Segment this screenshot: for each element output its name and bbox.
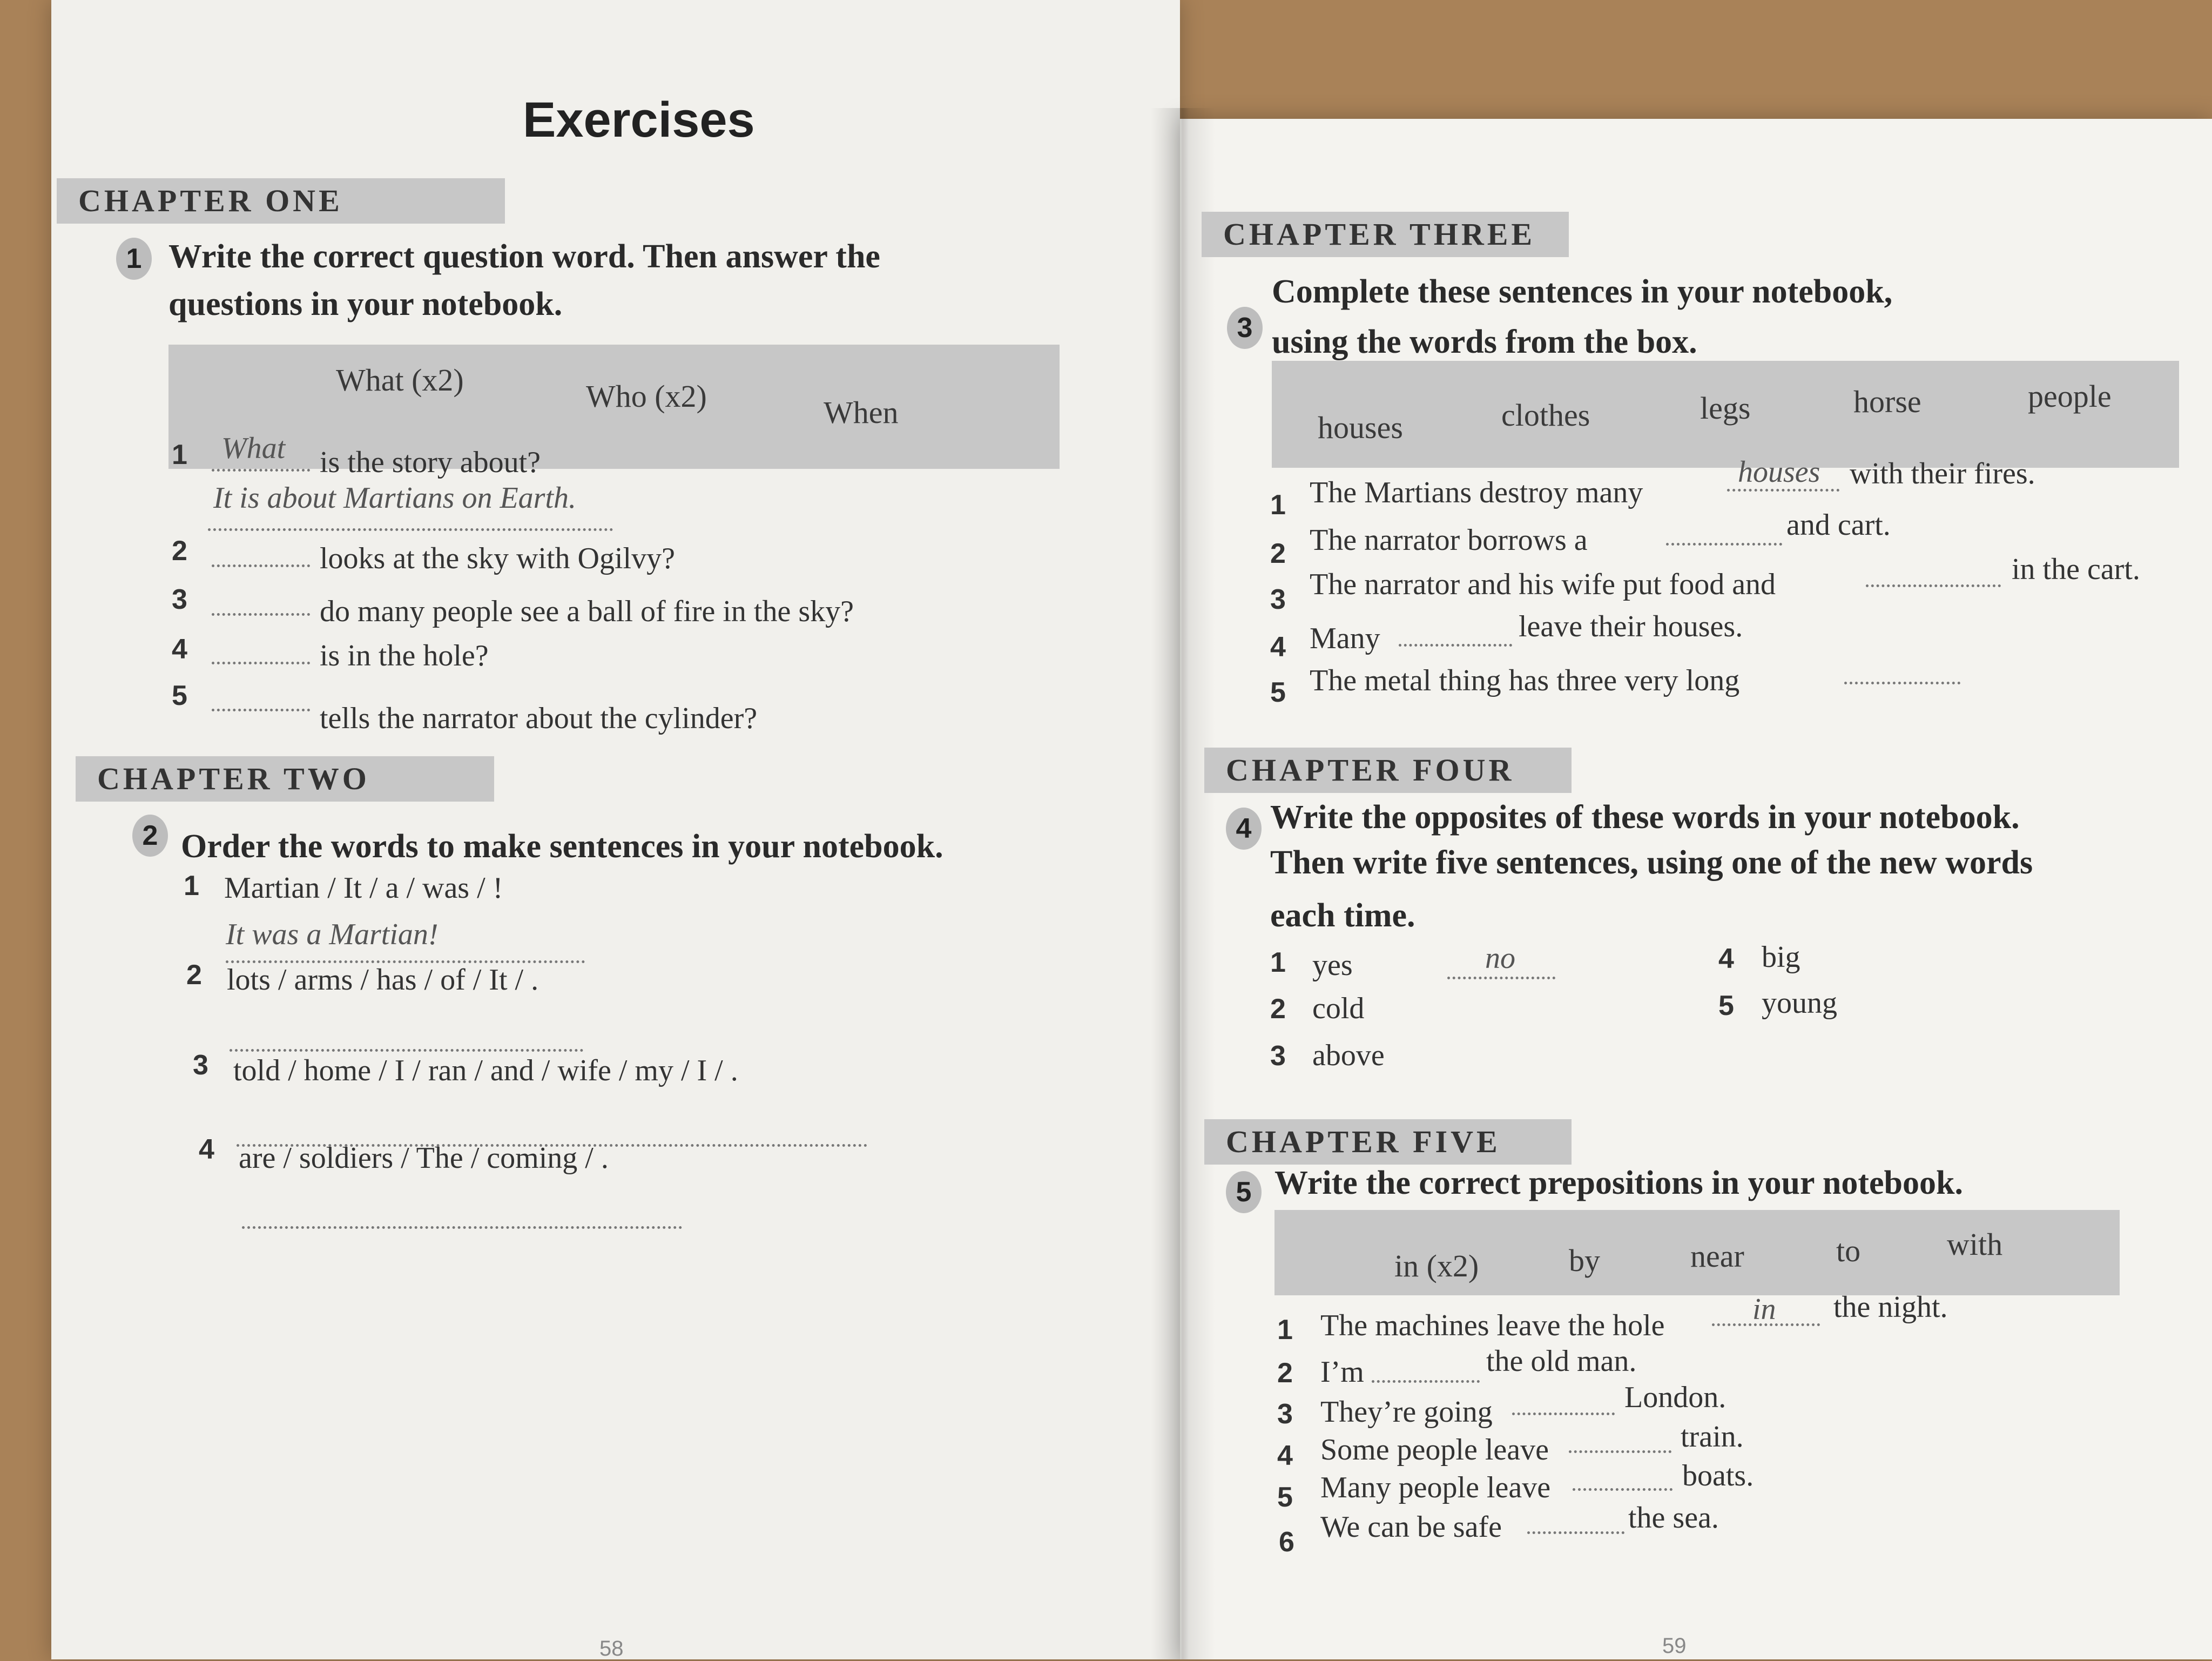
answer-line — [1512, 1413, 1615, 1415]
item-text: The machines leave the hole — [1320, 1309, 1665, 1342]
item-text: boats. — [1682, 1459, 1754, 1492]
answer-line — [1727, 489, 1839, 492]
item-number: 5 — [1270, 677, 1286, 708]
item-text: is the story about? — [320, 446, 541, 479]
item-text: We can be safe — [1320, 1510, 1502, 1544]
box-word: to — [1836, 1233, 1861, 1268]
exercise-number-3: 3 — [1227, 307, 1263, 349]
exercise-3-instruction-line1: Complete these sentences in your notebook, — [1272, 273, 1893, 310]
item-word: above — [1312, 1039, 1385, 1072]
answer-line — [1666, 543, 1782, 546]
exercise-4-instruction-line2: Then write five sentences, using one of the new words — [1270, 844, 2033, 881]
answer-line — [212, 613, 310, 616]
chapter-one-heading: CHAPTER ONE — [57, 178, 505, 224]
item-text: I’m — [1320, 1355, 1364, 1389]
exercise-2-instruction: Order the words to make sentences in your notebook. — [181, 828, 943, 865]
item-number: 1 — [1270, 947, 1286, 978]
box-word: What (x2) — [336, 362, 464, 398]
item-text: with their fires. — [1850, 457, 2035, 490]
exercise-3-instruction-line2: using the words from the box. — [1272, 324, 1697, 360]
item-text: train. — [1681, 1420, 1744, 1454]
exercise-4-instruction-line1: Write the opposites of these words in your notebook. — [1270, 799, 2020, 836]
item-text: looks at the sky with Ogilvy? — [320, 542, 675, 575]
item-text: is in the hole? — [320, 639, 489, 673]
page-number-right: 59 — [1662, 1634, 1687, 1658]
box-word: people — [2028, 379, 2112, 414]
box-word: When — [824, 395, 899, 430]
answer-line — [1527, 1531, 1624, 1534]
exercise-number-1: 1 — [116, 238, 152, 280]
answer-line — [212, 662, 310, 664]
item-number: 4 — [1277, 1440, 1293, 1471]
answer-line — [1569, 1450, 1671, 1453]
box-word: by — [1569, 1243, 1600, 1278]
item-text: Many — [1310, 622, 1380, 655]
item-text: told / home / I / ran / and / wife / my / I / . — [233, 1054, 738, 1087]
item-text: The metal thing has three very long — [1310, 664, 1740, 697]
box-word: clothes — [1501, 398, 1590, 433]
exercise-number-2: 2 — [132, 815, 168, 857]
book-gutter — [1150, 108, 1215, 1659]
item-number: 3 — [172, 584, 187, 615]
sample-answer: It is about Martians on Earth. — [213, 481, 577, 515]
exercise-4-instruction-line3: each time. — [1270, 897, 1415, 934]
item-number: 5 — [1718, 990, 1734, 1021]
item-number: 5 — [172, 680, 187, 711]
chapter-three-heading: CHAPTER THREE — [1202, 212, 1569, 257]
item-number: 1 — [1277, 1314, 1293, 1346]
answer-line — [1447, 977, 1555, 979]
box-word: near — [1690, 1239, 1744, 1274]
item-word: young — [1762, 986, 1837, 1020]
item-text: tells the narrator about the cylinder? — [320, 702, 758, 735]
item-answer: no — [1485, 942, 1515, 975]
answer-line — [1399, 644, 1512, 647]
answer-line — [242, 1226, 682, 1229]
item-number: 4 — [199, 1134, 214, 1165]
item-number: 2 — [1270, 993, 1286, 1025]
item-number: 5 — [1277, 1482, 1293, 1513]
item-text: and cart. — [1786, 508, 1891, 542]
exercise-1-instruction-line2: questions in your notebook. — [168, 286, 563, 322]
exercise-number-4: 4 — [1226, 808, 1262, 850]
page-title: Exercises — [523, 92, 755, 147]
chapter-four-heading: CHAPTER FOUR — [1204, 748, 1572, 793]
item-text: The narrator borrows a — [1310, 523, 1588, 557]
box-word: horse — [1853, 384, 1921, 419]
item-number: 3 — [1277, 1398, 1293, 1430]
answer-line — [1844, 682, 1960, 684]
item-answer: in — [1752, 1293, 1776, 1326]
item-word: yes — [1312, 949, 1353, 982]
answer-line — [1372, 1380, 1480, 1383]
answer-line — [230, 1049, 583, 1052]
exercise-number-5: 5 — [1226, 1171, 1262, 1213]
answer-line — [212, 709, 310, 711]
item-answer: What — [221, 432, 286, 465]
item-text: lots / arms / has / of / It / . — [227, 963, 539, 997]
item-text: do many people see a ball of fire in the sky? — [320, 595, 854, 628]
box-word: in (x2) — [1394, 1248, 1479, 1283]
item-number: 4 — [1270, 631, 1286, 663]
exercise-5-instruction: Write the correct prepositions in your notebook. — [1274, 1165, 1963, 1201]
answer-line — [212, 564, 310, 567]
item-text: the sea. — [1628, 1501, 1719, 1535]
item-text: in the cart. — [2012, 553, 2140, 586]
item-word: cold — [1312, 992, 1365, 1025]
item-text: the old man. — [1486, 1344, 1637, 1378]
item-text: The narrator and his wife put food and — [1310, 568, 1776, 601]
item-text: the night. — [1833, 1290, 1948, 1324]
item-word: big — [1762, 940, 1800, 974]
item-number: 3 — [193, 1050, 208, 1081]
item-number: 2 — [1277, 1357, 1293, 1389]
exercise-1-instruction-line1: Write the correct question word. Then answer the — [168, 238, 880, 275]
answer-line — [1712, 1323, 1820, 1326]
item-number: 2 — [1270, 538, 1286, 569]
item-text: Many people leave — [1320, 1471, 1551, 1504]
item-text: They’re going — [1320, 1395, 1493, 1429]
box-word: legs — [1700, 391, 1751, 426]
box-word: Who (x2) — [586, 379, 707, 414]
item-text: The Martians destroy many — [1310, 476, 1643, 509]
item-number: 1 — [172, 439, 187, 470]
item-number: 3 — [1270, 584, 1286, 615]
item-number: 4 — [172, 634, 187, 665]
item-text: London. — [1624, 1381, 1727, 1414]
item-number: 3 — [1270, 1040, 1286, 1072]
chapter-five-heading: CHAPTER FIVE — [1204, 1119, 1572, 1165]
item-answer: houses — [1738, 455, 1820, 489]
item-text: are / soldiers / The / coming / . — [239, 1141, 609, 1175]
item-number: 1 — [184, 870, 199, 902]
item-number: 6 — [1279, 1526, 1294, 1558]
item-number: 4 — [1718, 943, 1734, 974]
item-text: Some people leave — [1320, 1433, 1549, 1467]
item-text: Martian / It / a / was / ! — [224, 871, 503, 905]
item-number: 2 — [186, 959, 202, 991]
box-word: houses — [1318, 410, 1403, 445]
item-number: 1 — [1270, 489, 1286, 521]
answer-line — [1573, 1488, 1673, 1491]
sample-answer: It was a Martian! — [226, 918, 439, 951]
box-word: with — [1947, 1227, 2003, 1262]
answer-line — [212, 469, 310, 472]
item-text: leave their houses. — [1519, 610, 1743, 643]
chapter-two-heading: CHAPTER TWO — [76, 756, 494, 802]
page-number-left: 58 — [599, 1637, 624, 1660]
answer-line — [1866, 584, 2001, 587]
item-number: 2 — [172, 535, 187, 567]
answer-line — [208, 528, 613, 531]
